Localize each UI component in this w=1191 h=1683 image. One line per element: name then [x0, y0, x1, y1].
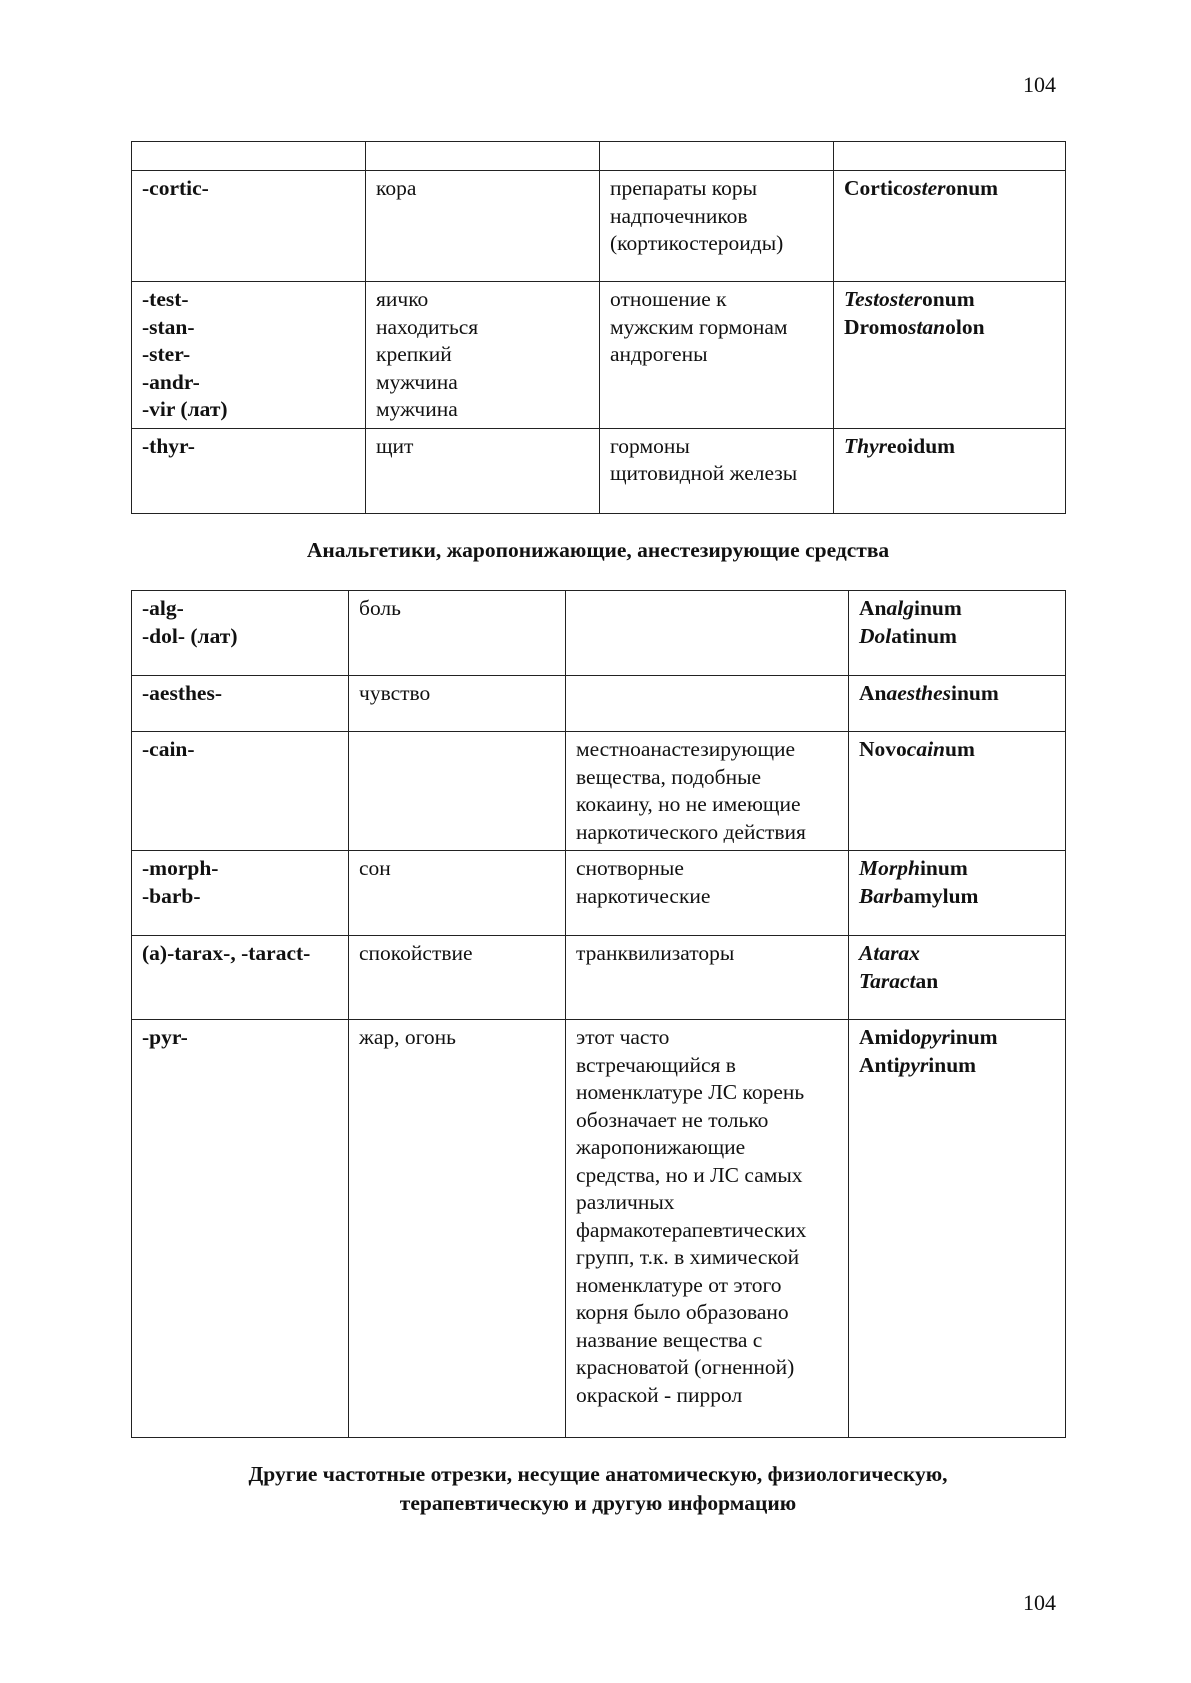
- drug-name: [844, 286, 1055, 314]
- table-row: [132, 428, 1066, 513]
- cell-line: гормоны: [610, 433, 690, 458]
- drug-segment: olon: [945, 314, 985, 339]
- table-row: [132, 936, 1066, 1020]
- example-cell: [849, 1020, 1066, 1438]
- cell-line: встречающийся в: [576, 1052, 736, 1077]
- drug-segment: atinum: [891, 623, 957, 648]
- meaning-cell: [349, 851, 566, 936]
- section-heading-2: [131, 1460, 1065, 1518]
- group-cell: [566, 851, 849, 936]
- cell-line: -aesthes-: [142, 681, 223, 705]
- drug-root-segment: oster: [902, 176, 946, 200]
- cell-line: щитовидной железы: [610, 461, 798, 485]
- table-row: [132, 282, 1066, 429]
- drug-segment: Novo: [859, 737, 907, 761]
- cell-line: местноанастезирующие: [576, 737, 796, 761]
- cell-line: андрогены: [610, 342, 708, 366]
- table-row: [132, 591, 1066, 676]
- cell-line: кора: [376, 176, 417, 200]
- heading-line: Другие частотные отрезки, несущие анатомическую, физиологическую,: [248, 1462, 948, 1486]
- drug-name: [859, 736, 1055, 764]
- drug-root-segment: Thyr: [844, 433, 887, 458]
- drug-segment: onum: [922, 287, 975, 311]
- drug-segment: Anti: [859, 1052, 900, 1077]
- cell-line: яичко: [376, 287, 429, 311]
- cell-line: -cortic-: [142, 176, 209, 200]
- cell-line: (кортикостероиды): [610, 231, 784, 255]
- drug-segment: inum: [949, 1025, 998, 1049]
- drug-name: [859, 623, 1055, 651]
- table-row: [132, 142, 1066, 171]
- page-number-top: 104: [1023, 72, 1056, 97]
- cell-line: мужским гормонам: [610, 314, 788, 339]
- drug-name: [844, 175, 1055, 203]
- drug-root-segment: Testoster: [844, 287, 923, 311]
- cell-line: обозначает не только: [576, 1107, 769, 1132]
- heading-line: терапевтическую и другую информацию: [399, 1491, 797, 1515]
- meaning-cell: [349, 591, 566, 676]
- drug-name: [859, 968, 1055, 996]
- cell-line: -andr-: [142, 369, 200, 394]
- drug-segment: inum: [928, 1052, 977, 1077]
- cell-line: -cain-: [142, 737, 195, 761]
- root-cell: [132, 851, 349, 936]
- cell-line: средства, но и ЛС самых: [576, 1162, 803, 1187]
- group-cell: [600, 171, 834, 282]
- root-cell: [132, 171, 366, 282]
- cell-line: находиться: [376, 314, 479, 339]
- drug-segment: Dromo: [844, 314, 909, 339]
- drug-segment: inum: [950, 681, 999, 705]
- meaning-cell: [349, 732, 566, 851]
- example-cell: [849, 732, 1066, 851]
- table-row: [132, 171, 1066, 282]
- meaning-cell: [366, 142, 600, 171]
- root-cell: [132, 428, 366, 513]
- drug-root-segment: stan: [908, 314, 946, 339]
- cell-line: транквилизаторы: [576, 941, 735, 965]
- meaning-cell: [349, 936, 566, 1020]
- cell-line: номенклатуре ЛС корень: [576, 1080, 805, 1104]
- root-cell: [132, 936, 349, 1020]
- drug-root-segment: Barb: [859, 883, 904, 908]
- root-cell: [132, 142, 366, 171]
- section-heading: Анальгетики, жаропонижающие, анестезирующие средства: [306, 538, 890, 562]
- drug-segment: Amido: [859, 1025, 922, 1049]
- cell-line: спокойствие: [359, 941, 473, 965]
- example-cell: [849, 851, 1066, 936]
- cell-line: -vir (лат): [142, 397, 228, 421]
- cell-line: -barb-: [142, 883, 201, 908]
- drug-name: [859, 1024, 1055, 1052]
- drug-name: [859, 883, 1055, 911]
- drug-segment: Cortic: [844, 176, 903, 200]
- root-cell: [132, 282, 366, 429]
- cell-line: вещества, подобные: [576, 764, 762, 789]
- cell-line: название вещества с: [576, 1327, 763, 1352]
- drug-segment: An: [859, 596, 887, 620]
- group-cell: [600, 142, 834, 171]
- root-cell: [132, 676, 349, 732]
- cell-line: жаропонижающие: [576, 1135, 746, 1159]
- drug-name: [859, 855, 1055, 883]
- cell-line: красноватой (огненной): [576, 1355, 795, 1379]
- example-cell: [834, 142, 1066, 171]
- drug-root-segment: Taract: [859, 968, 916, 993]
- analgesics-table: [131, 590, 1066, 1438]
- table-row: [132, 851, 1066, 936]
- table-row: [132, 732, 1066, 851]
- cell-line: жар, огонь: [359, 1025, 456, 1049]
- drug-root-segment: Dol: [859, 623, 892, 648]
- drug-segment: inum: [919, 856, 968, 880]
- drug-name: [844, 314, 1055, 342]
- drug-root-segment: Atarax: [859, 941, 920, 965]
- drug-name: [859, 680, 1055, 708]
- drug-root-segment: pyr: [921, 1025, 950, 1049]
- cell-line: мужчина: [376, 369, 458, 394]
- cell-line: -alg-: [142, 596, 184, 620]
- cell-line: -stan-: [142, 314, 195, 339]
- drug-root-segment: aesthes: [886, 681, 951, 705]
- cell-line: различных: [576, 1190, 675, 1214]
- meaning-cell: [349, 676, 566, 732]
- drug-segment: amylum: [903, 883, 979, 908]
- cell-line: (a)-tarax-, -taract-: [142, 941, 311, 965]
- drug-root-segment: Morph: [859, 856, 920, 880]
- cell-line: боль: [359, 596, 401, 620]
- drug-name: [859, 595, 1055, 623]
- hormones-table: [131, 141, 1066, 514]
- group-cell: [600, 282, 834, 429]
- meaning-cell: [349, 1020, 566, 1438]
- drug-segment: An: [859, 681, 887, 705]
- cell-line: отношение к: [610, 287, 727, 311]
- table-row: [132, 676, 1066, 732]
- drug-segment: an: [915, 968, 939, 993]
- table-row: [132, 1020, 1066, 1438]
- cell-line: номенклатуре от этого: [576, 1272, 782, 1297]
- group-cell: [566, 1020, 849, 1438]
- cell-line: групп, т.к. в химической: [576, 1245, 800, 1269]
- drug-segment: inum: [913, 596, 962, 620]
- drug-segment: eoidum: [887, 433, 956, 458]
- example-cell: [834, 282, 1066, 429]
- cell-line: -morph-: [142, 856, 219, 880]
- cell-line: -pyr-: [142, 1025, 188, 1049]
- cell-line: -dol- (лат): [142, 623, 238, 648]
- root-cell: [132, 732, 349, 851]
- page-number-bottom: 104: [1023, 1590, 1056, 1615]
- group-cell: [566, 591, 849, 676]
- cell-line: -thyr-: [142, 433, 195, 458]
- group-cell: [566, 936, 849, 1020]
- cell-line: крепкий: [376, 342, 452, 366]
- cell-line: чувство: [359, 681, 431, 705]
- drug-segment: onum: [945, 176, 999, 200]
- meaning-cell: [366, 282, 600, 429]
- group-cell: [566, 732, 849, 851]
- drug-root-segment: pyr: [899, 1052, 929, 1077]
- root-cell: [132, 1020, 349, 1438]
- drug-root-segment: cain: [906, 737, 946, 761]
- example-cell: [849, 676, 1066, 732]
- cell-line: препараты коры: [610, 176, 758, 200]
- cell-line: -test-: [142, 287, 189, 311]
- drug-name: [859, 1052, 1055, 1080]
- example-cell: [834, 428, 1066, 513]
- cell-line: фармакотерапевтических: [576, 1217, 807, 1242]
- cell-line: наркотического действия: [576, 819, 806, 844]
- cell-line: щит: [376, 433, 414, 458]
- drug-name: [844, 433, 1055, 461]
- drug-name: [859, 940, 1055, 968]
- cell-line: -ster-: [142, 342, 191, 366]
- example-cell: [849, 936, 1066, 1020]
- root-cell: [132, 591, 349, 676]
- example-cell: [849, 591, 1066, 676]
- group-cell: [600, 428, 834, 513]
- cell-line: этот часто: [576, 1025, 670, 1049]
- example-cell: [834, 171, 1066, 282]
- meaning-cell: [366, 428, 600, 513]
- cell-line: корня было образовано: [576, 1300, 789, 1324]
- meaning-cell: [366, 171, 600, 282]
- drug-segment: um: [945, 737, 975, 761]
- group-cell: [566, 676, 849, 732]
- cell-line: сон: [359, 856, 391, 880]
- cell-line: наркотические: [576, 883, 711, 908]
- drug-root-segment: alg: [886, 596, 914, 620]
- cell-line: мужчина: [376, 397, 458, 421]
- cell-line: надпочечников: [610, 203, 748, 228]
- cell-line: снотворные: [576, 856, 684, 880]
- cell-line: окраской - пиррол: [576, 1382, 743, 1407]
- cell-line: кокаину, но не имеющие: [576, 792, 801, 816]
